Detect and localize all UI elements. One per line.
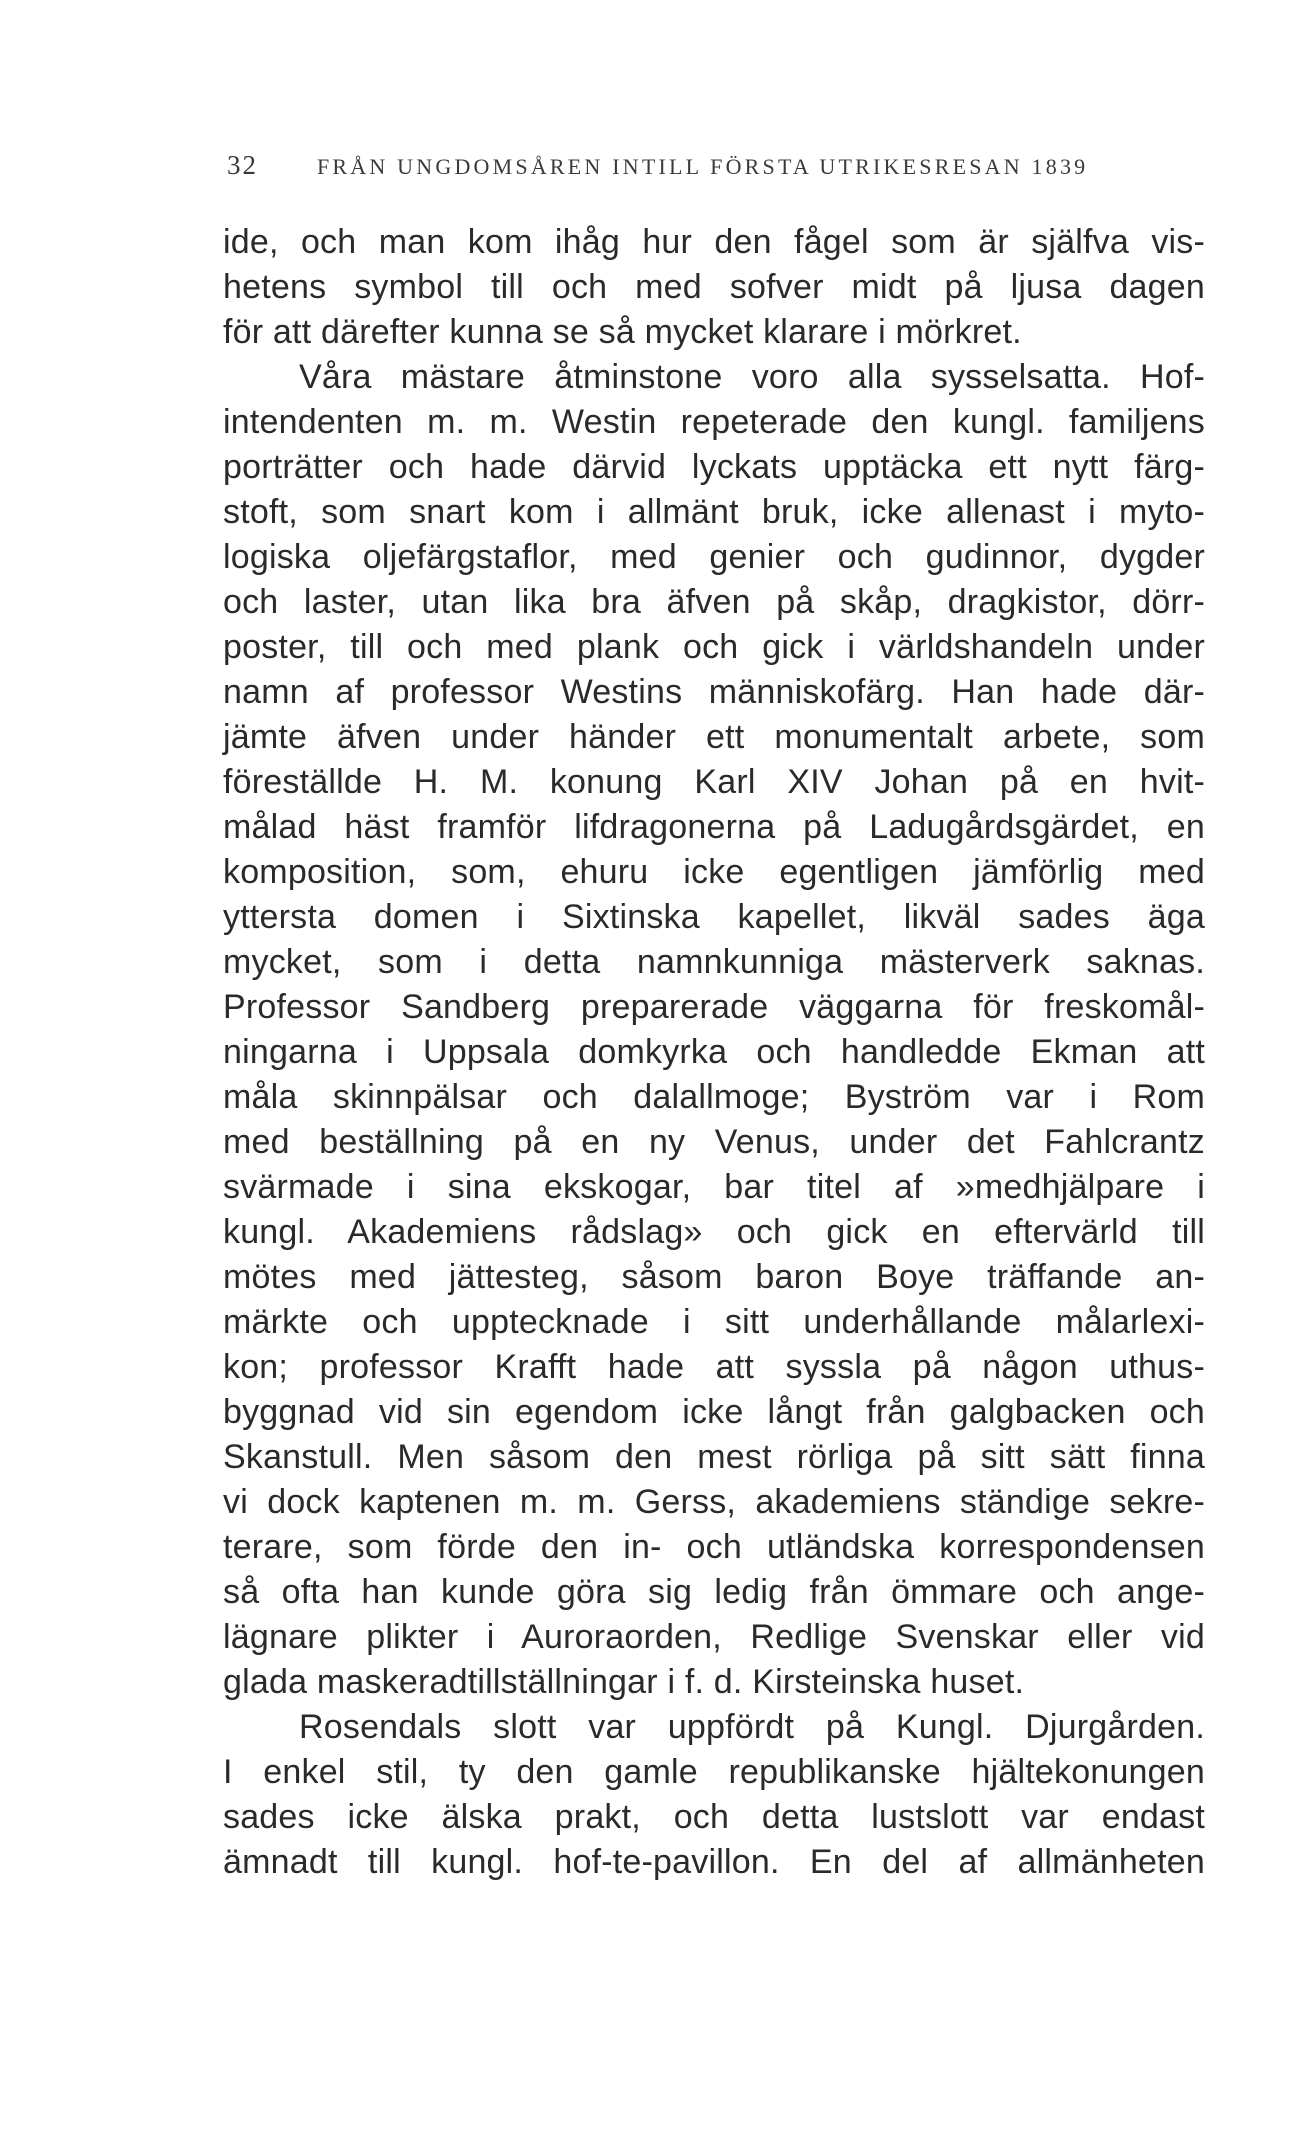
- page-header: [227, 150, 1207, 190]
- text-line: intendenten m. m. Westin repeterade den kungl. familjens: [223, 403, 1205, 441]
- text-line: för att därefter kunna se så mycket klarare i mörkret.: [223, 313, 1022, 351]
- text-line: mycket, som i detta namnkunniga mästerverk saknas.: [223, 943, 1205, 981]
- text-line: terare, som förde den in- och utländska korrespondensen: [223, 1528, 1205, 1566]
- text-line: poster, till och med plank och gick i världshandeln under: [223, 628, 1205, 666]
- text-line: Professor Sandberg preparerade väggarna för freskomål-: [223, 988, 1205, 1026]
- text-line: glada maskeradtillställningar i f. d. Kirsteinska huset.: [223, 1663, 1025, 1701]
- text-line: stoft, som snart kom i allmänt bruk, icke allenast i myto-: [223, 493, 1205, 531]
- text-line: måla skinnpälsar och dalallmoge; Byström var i Rom: [223, 1078, 1205, 1116]
- text-line: byggnad vid sin egendom icke långt från galgbacken och: [223, 1393, 1205, 1431]
- text-line: ningarna i Uppsala domkyrka och handledde Ekman att: [223, 1033, 1205, 1071]
- text-line: målad häst framför lifdragonerna på Ladugårdsgärdet, en: [223, 808, 1205, 846]
- text-line: Våra mästare åtminstone voro alla sysselsatta. Hof-: [299, 358, 1205, 396]
- text-line: I enkel stil, ty den gamle republikanske hjältekonungen: [223, 1753, 1205, 1791]
- text-line: mötes med jättesteg, såsom baron Boye träffande an-: [223, 1258, 1205, 1296]
- text-line: Skanstull. Men såsom den mest rörliga på sitt sätt finna: [223, 1438, 1205, 1476]
- text-line: namn af professor Westins människofärg. Han hade där-: [223, 673, 1205, 711]
- text-line: Rosendals slott var uppfördt på Kungl. Djurgården.: [299, 1708, 1205, 1746]
- text-line: och laster, utan lika bra äfven på skåp, dragkistor, dörr-: [223, 583, 1205, 621]
- text-line: kon; professor Krafft hade att syssla på någon uthus-: [223, 1348, 1205, 1386]
- text-line: porträtter och hade därvid lyckats upptäcka ett nytt färg-: [223, 448, 1205, 486]
- text-line: ide, och man kom ihåg hur den fågel som är själfva vis-: [223, 223, 1205, 261]
- running-title: FRÅN UNGDOMSÅREN INTILL FÖRSTA UTRIKESRESAN 1839: [317, 154, 1089, 179]
- text-line: logiska oljefärgstaflor, med genier och gudinnor, dygder: [223, 538, 1205, 576]
- text-line: kungl. Akademiens rådslag» och gick en eftervärld till: [223, 1213, 1205, 1251]
- text-line: ämnadt till kungl. hof-te-pavillon. En del af allmänheten: [223, 1843, 1205, 1881]
- text-line: lägnare plikter i Auroraorden, Redlige Svenskar eller vid: [223, 1618, 1205, 1656]
- text-line: sades icke älska prakt, och detta lustslott var endast: [223, 1798, 1205, 1836]
- text-line: så ofta han kunde göra sig ledig från ömmare och ange-: [223, 1573, 1205, 1611]
- text-line: vi dock kaptenen m. m. Gerss, akademiens ständige sekre-: [223, 1483, 1205, 1521]
- body-text: [223, 220, 1205, 1885]
- text-line: svärmade i sina ekskogar, bar titel af »medhjälpare i: [223, 1168, 1205, 1206]
- text-line: komposition, som, ehuru icke egentligen jämförlig med: [223, 853, 1205, 891]
- text-line: yttersta domen i Sixtinska kapellet, likväl sades äga: [223, 898, 1205, 936]
- text-line: märkte och upptecknade i sitt underhållande målarlexi-: [223, 1303, 1205, 1341]
- page-number: 32: [227, 150, 258, 180]
- text-line: med beställning på en ny Venus, under det Fahlcrantz: [223, 1123, 1205, 1161]
- text-line: hetens symbol till och med sofver midt på ljusa dagen: [223, 268, 1205, 306]
- text-line: jämte äfven under händer ett monumentalt arbete, som: [223, 718, 1205, 756]
- text-line: föreställde H. M. konung Karl XIV Johan på en hvit-: [223, 763, 1205, 801]
